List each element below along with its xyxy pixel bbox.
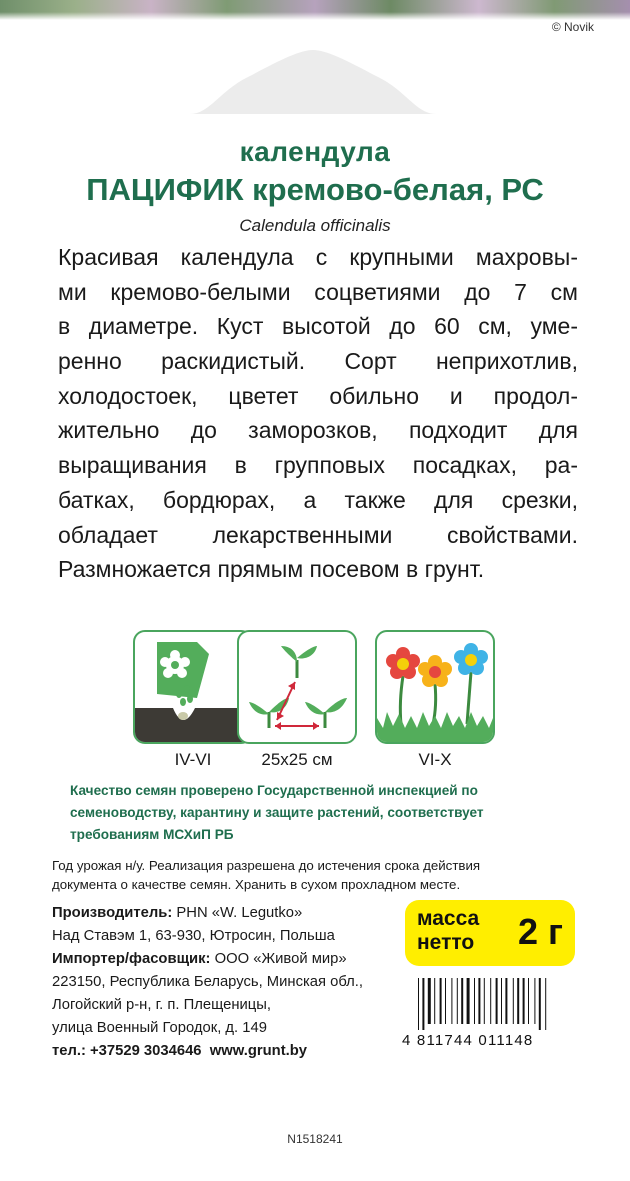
certification-line: требованиям МСХиП РБ — [70, 827, 234, 842]
importer-address-line: 223150, Республика Беларусь, Минская обл., — [52, 974, 364, 990]
producer-row — [52, 902, 412, 925]
producer-address: Над Ставэм 1, 63-930, Ютросин, Польша — [52, 928, 335, 944]
description-line: Размножается прямым посевом в грунт. — [58, 556, 485, 583]
manufacturer-info — [52, 902, 412, 1063]
description-line: батках, бордюрах, а также для срезки, — [58, 486, 578, 513]
description-line: обладает лекарственными свойствами. — [58, 521, 578, 548]
sowing-icon — [133, 630, 253, 744]
net-weight-badge — [405, 900, 575, 966]
flowering-period-label: VI-X — [418, 750, 452, 769]
importer-label: Импортер/фасовщик: — [52, 951, 211, 967]
producer-name: PHN «W. Legutko» — [172, 905, 303, 921]
description-line: ми кремово-белыми соцветиями до 7 см — [58, 278, 578, 305]
importer-name: ООО «Живой мир» — [210, 951, 347, 967]
certification-line: Качество семян проверено Государственной инспекцией по — [70, 783, 478, 798]
description-line: Красивая календула с крупными махровы- — [58, 244, 578, 270]
importer-address-line: Логойский р-н, г. п. Плещеницы, — [52, 997, 272, 1013]
flowering-icon — [375, 630, 495, 744]
footer-code: N1518241 — [287, 1132, 343, 1146]
net-weight-label-line: масса — [417, 907, 480, 930]
description-line: выращивания в групповых посадках, ра- — [58, 452, 578, 479]
net-weight-value: 2 г — [517, 911, 563, 952]
product-title: ПАЦИФИК кремово-белая, РС — [86, 172, 544, 207]
hang-hole-shape — [190, 50, 436, 114]
description-line: жительно до заморозков, подходит для — [58, 417, 578, 444]
importer-row — [52, 948, 412, 971]
barcode-bars — [416, 978, 576, 1030]
contact-line: тел.: +37529 3034646 www.grunt.by — [52, 1043, 308, 1059]
producer-label: Производитель: — [52, 905, 173, 921]
spacing-icon — [237, 630, 357, 744]
description-line: холодостоек, цветет обильно и продол- — [58, 382, 578, 409]
certification-line: семеноводству, карантину и защите растений, соответствует — [70, 805, 484, 820]
header-photo-strip — [0, 0, 630, 20]
sowing-period-label: IV-VI — [174, 750, 212, 769]
product-description — [58, 240, 578, 587]
notice-line: документа о качестве семян. Хранить в сухом прохладном месте. — [52, 877, 461, 892]
net-weight-label — [417, 907, 479, 955]
description-line: ренно раскидистый. Сорт неприхотлив, — [58, 348, 578, 375]
copyright-text: © Novik — [551, 20, 594, 34]
importer-address-line: улица Военный Городок, д. 149 — [52, 1020, 267, 1036]
notice-line: Год урожая н/у. Реализация разрешена до истечения срока действия — [52, 858, 481, 873]
description-line: в диаметре. Куст высотой до 60 см, уме- — [58, 313, 578, 340]
spacing-label: 25x25 см — [261, 750, 333, 769]
certification-text — [70, 780, 590, 846]
harvest-notice — [52, 856, 592, 894]
product-type: календула — [239, 136, 391, 167]
net-weight-label-line: нетто — [417, 931, 475, 954]
latin-name: Calendula officinalis — [239, 216, 391, 235]
barcode-digits: 4 811744 011148 — [402, 1032, 534, 1049]
